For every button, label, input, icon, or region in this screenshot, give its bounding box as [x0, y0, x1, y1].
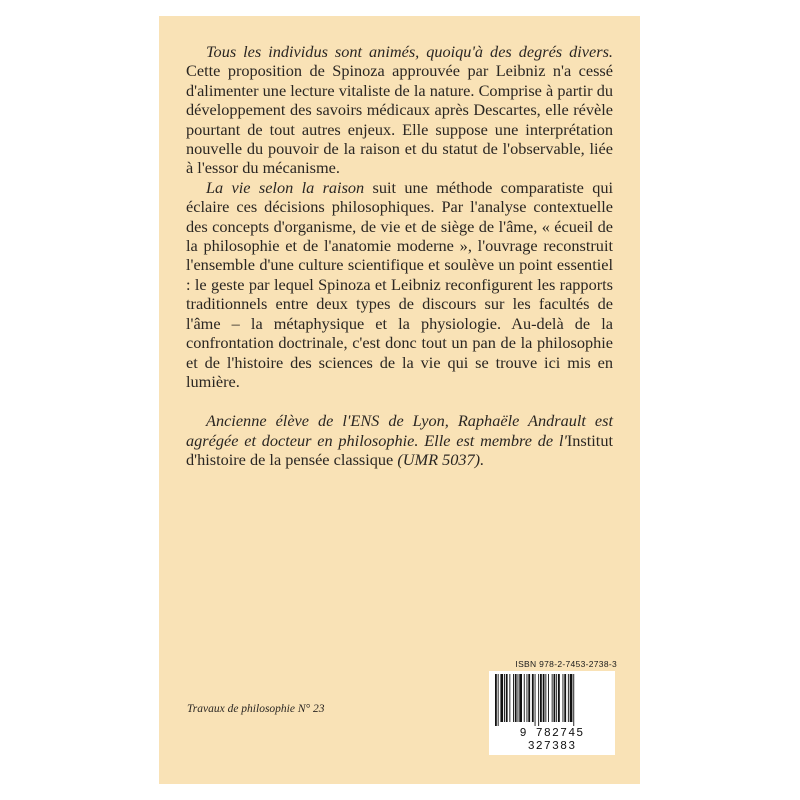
barcode-bar	[568, 674, 569, 722]
paragraph-2-body: suit une méthode comparatiste qui éclaire ces décisions philosophiques. Par l'analyse contextuelle des concepts d'organisme, de vie et de siège de l'âme, « écueil de la philosophie et de l'anatomie moderne », l'ouvrage reconstruit l'ensemble d'une culture scientifique et soulève un point essentiel : le geste par lequel Spinoza et Leibniz reconfigurent les rapports traditionnels entre deux types de discours sur les facultés de l'âme – la métaphysique et la physiologie. Au-delà de la confrontation doctrinale, c'est donc tout un pan de la philosophie et de l'histoire des sciences de la vie qui se trouve ici mis en lumière.	[186, 177, 613, 391]
barcode-bar	[564, 674, 566, 722]
barcode-bar	[554, 674, 556, 722]
barcode-bar	[498, 674, 499, 726]
barcode-bar	[535, 674, 536, 726]
barcode-bar	[519, 674, 522, 722]
author-bio-part-1: Ancienne élève de l'ENS de Lyon, Raphaële Andrault est agrégée et docteur en philosophie. Elle est membre de l'	[186, 411, 613, 450]
back-cover	[159, 16, 640, 784]
barcode-bar	[504, 674, 505, 722]
barcode-bar	[515, 674, 517, 722]
author-bio	[186, 411, 613, 469]
barcode-bar	[532, 674, 534, 722]
barcode-bar	[548, 674, 549, 722]
series-label: Travaux de philosophie N° 23	[187, 703, 325, 715]
barcode-bar	[513, 674, 514, 722]
barcode-bar	[570, 674, 573, 722]
barcode-bar	[506, 674, 508, 722]
barcode-bar	[538, 674, 539, 726]
barcode-bar	[524, 674, 525, 722]
barcode-bar	[545, 674, 546, 722]
barcode	[489, 671, 615, 755]
barcode-bar	[552, 674, 553, 722]
barcode-bar	[540, 674, 542, 722]
barcode-bar	[563, 674, 564, 722]
barcode-bar	[556, 674, 557, 722]
barcode-bar	[558, 674, 560, 722]
blurb-paragraph-1	[186, 42, 613, 178]
barcode-bar	[527, 674, 528, 722]
barcode-bar	[573, 674, 574, 726]
barcode-bar	[528, 674, 530, 722]
isbn-block	[489, 659, 617, 755]
barcode-bar	[509, 674, 510, 722]
paragraph-1-body: Cette proposition de Spinoza approuvée par Leibniz n'a cessé d'alimenter une lecture vitaliste de la nature. Comprise à partir du développement des savoirs médicaux après Descartes, elle révèle pourtant de tout autres enjeux. Elle suppose une interprétation nouvelle du pouvoir de la raison et du statut de l'observable, liée à l'essor du mécanisme.	[186, 61, 613, 178]
barcode-bar	[495, 674, 497, 726]
barcode-digits: 9 782745 327383	[519, 727, 585, 753]
opening-quote: Tous les individus sont animés, quoiqu'à des degrés divers.	[206, 42, 613, 61]
book-title-reference: La vie selon la raison	[206, 177, 365, 197]
blurb-text	[186, 42, 613, 470]
barcode-bar	[518, 674, 519, 722]
author-institution: Institut d'histoire de la pensée classique	[186, 430, 613, 470]
barcode-bar	[500, 674, 503, 722]
barcode-graphic	[493, 674, 603, 726]
author-bio-part-2: (UMR 5037).	[393, 450, 485, 470]
blurb-paragraph-2	[186, 178, 613, 391]
isbn-label: ISBN 978-2-7453-2738-3	[515, 659, 617, 669]
barcode-bars	[493, 674, 611, 726]
barcode-bar	[543, 674, 545, 722]
